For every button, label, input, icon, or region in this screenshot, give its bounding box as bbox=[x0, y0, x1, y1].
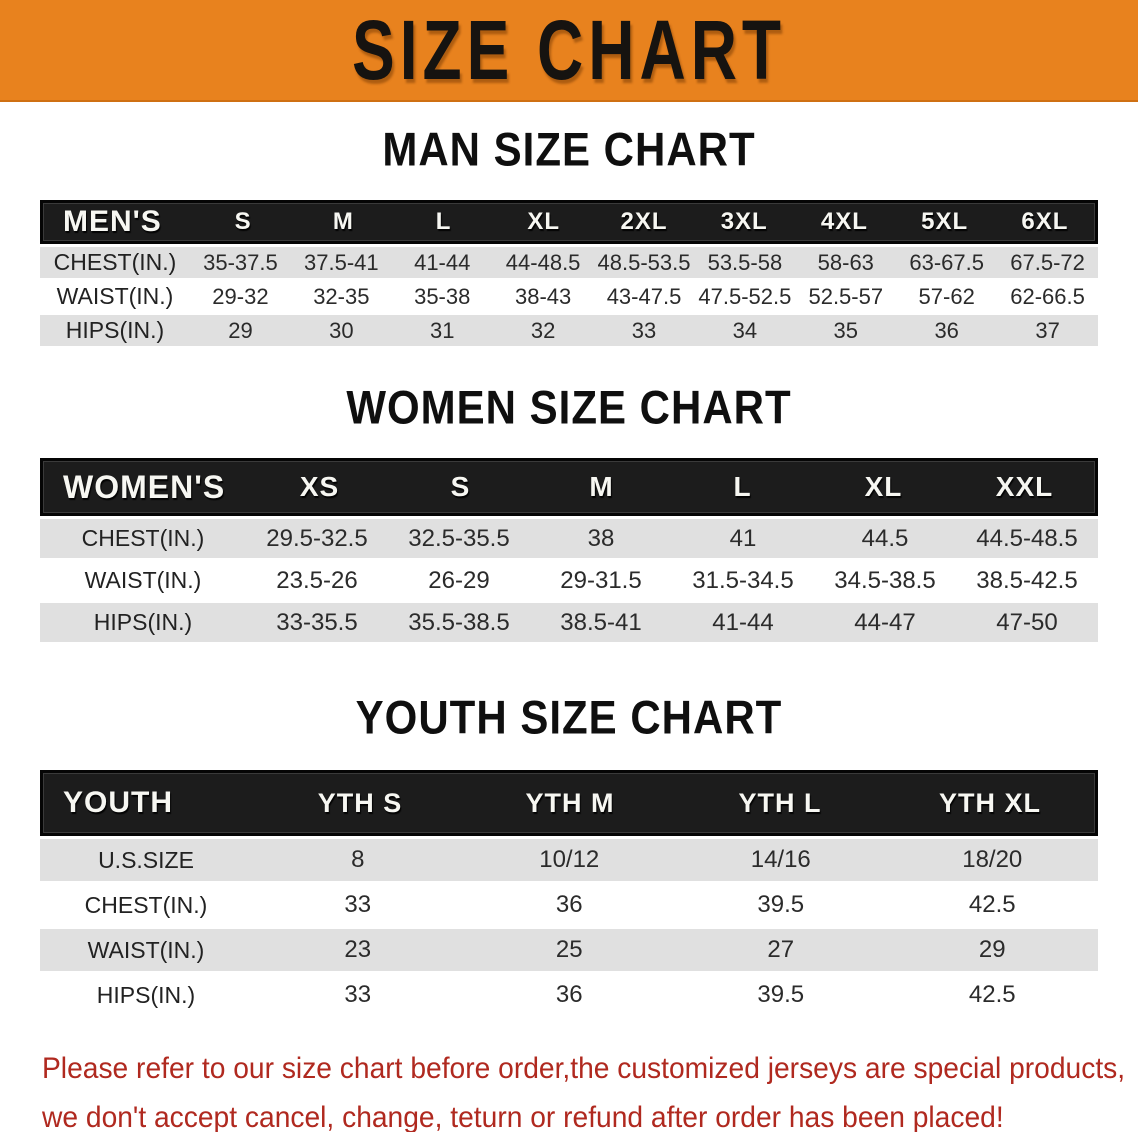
size-value-cell: 29-32 bbox=[212, 283, 269, 309]
table-row bbox=[40, 974, 1098, 1016]
size-column-header: XXL bbox=[995, 471, 1054, 502]
mens-size-table bbox=[40, 200, 1098, 346]
size-value-cell: 35-38 bbox=[414, 283, 471, 309]
size-value-cell: 37 bbox=[1035, 317, 1060, 343]
size-value-cell: 63-67.5 bbox=[909, 249, 984, 275]
size-value-cell: 32 bbox=[530, 317, 556, 343]
disclaimer-line-2: we don't accept cancel, change, teturn or refund after order has been placed! bbox=[42, 1101, 1004, 1132]
size-value-cell: 29 bbox=[978, 936, 1006, 963]
size-column-header: 4XL bbox=[820, 208, 868, 235]
size-value-cell: 32.5-35.5 bbox=[408, 524, 510, 552]
size-value-cell: 38.5-41 bbox=[560, 608, 642, 636]
size-chart-banner bbox=[0, 0, 1138, 102]
size-value-cell: 26-29 bbox=[428, 566, 490, 594]
size-value-cell: 47-50 bbox=[996, 608, 1058, 636]
womens-size-table bbox=[40, 458, 1098, 642]
size-value-cell: 47.5-52.5 bbox=[698, 283, 792, 309]
size-value-cell: 36 bbox=[555, 981, 583, 1008]
size-value-cell: 29 bbox=[228, 317, 253, 343]
size-column-header: M bbox=[332, 208, 354, 235]
row-label: CHEST(IN.) bbox=[84, 891, 208, 918]
size-value-cell: 23 bbox=[344, 936, 372, 963]
size-value-cell: 42.5 bbox=[968, 891, 1016, 918]
size-value-cell: 33 bbox=[631, 317, 657, 343]
size-value-cell: 34 bbox=[732, 317, 758, 343]
size-value-cell: 35 bbox=[833, 317, 859, 343]
size-value-cell: 44.5-48.5 bbox=[976, 524, 1078, 552]
size-value-cell: 37.5-41 bbox=[304, 249, 379, 275]
size-column-header: YTH S bbox=[317, 787, 403, 818]
youth-size-table bbox=[40, 770, 1098, 1016]
row-label: CHEST(IN.) bbox=[53, 249, 177, 275]
size-column-header: L bbox=[435, 208, 452, 235]
size-value-cell: 41-44 bbox=[414, 249, 471, 275]
row-label: HIPS(IN.) bbox=[65, 317, 165, 343]
size-value-cell: 35-37.5 bbox=[203, 249, 278, 275]
row-label: CHEST(IN.) bbox=[81, 525, 205, 551]
table-row bbox=[40, 884, 1098, 926]
row-label: WAIST(IN.) bbox=[56, 283, 174, 309]
row-label: HIPS(IN.) bbox=[96, 981, 196, 1008]
table-category-header: WOMEN'S bbox=[63, 468, 226, 505]
size-value-cell: 18/20 bbox=[962, 846, 1023, 873]
size-value-cell: 62-66.5 bbox=[1010, 283, 1085, 309]
table-row bbox=[40, 247, 1098, 278]
size-value-cell: 33-35.5 bbox=[276, 608, 358, 636]
size-value-cell: 31 bbox=[429, 317, 455, 343]
size-value-cell: 38 bbox=[587, 524, 615, 552]
size-column-header: YTH L bbox=[738, 787, 822, 818]
women-size-chart-heading: WOMEN SIZE CHART bbox=[346, 381, 792, 434]
size-value-cell: 34.5-38.5 bbox=[834, 566, 936, 594]
table-row bbox=[40, 839, 1098, 881]
row-label: HIPS(IN.) bbox=[93, 609, 193, 635]
size-value-cell: 58-63 bbox=[817, 249, 874, 275]
size-value-cell: 52.5-57 bbox=[808, 283, 884, 309]
table-row bbox=[40, 603, 1098, 642]
size-value-cell: 23.5-26 bbox=[276, 566, 358, 594]
size-value-cell: 29.5-32.5 bbox=[266, 524, 368, 552]
size-column-header: S bbox=[450, 471, 471, 502]
size-value-cell: 48.5-53.5 bbox=[597, 249, 691, 275]
disclaimer-text bbox=[42, 1044, 1138, 1132]
size-value-cell: 32-35 bbox=[313, 283, 370, 309]
size-column-header: XL bbox=[864, 471, 903, 502]
size-column-header: M bbox=[589, 471, 614, 502]
size-column-header: YTH XL bbox=[938, 787, 1041, 818]
size-value-cell: 67.5-72 bbox=[1010, 249, 1085, 275]
size-value-cell: 10/12 bbox=[539, 846, 600, 873]
banner-title: SIZE CHART bbox=[352, 2, 786, 98]
table-row bbox=[40, 561, 1098, 600]
size-column-header: 6XL bbox=[1021, 208, 1069, 235]
size-column-header: YTH M bbox=[525, 787, 615, 818]
table-category-header: MEN'S bbox=[63, 205, 162, 238]
size-value-cell: 41-44 bbox=[712, 608, 774, 636]
man-size-chart-heading: MAN SIZE CHART bbox=[382, 123, 756, 176]
size-value-cell: 42.5 bbox=[968, 981, 1016, 1008]
size-value-cell: 44-48.5 bbox=[505, 249, 581, 275]
table-category-header: YOUTH bbox=[63, 786, 173, 819]
table-row bbox=[40, 281, 1098, 312]
size-value-cell: 43-47.5 bbox=[606, 283, 682, 309]
size-value-cell: 33 bbox=[344, 891, 372, 918]
disclaimer-line-1: Please refer to our size chart before order,the customized jerseys are special products, bbox=[42, 1052, 1126, 1085]
size-value-cell: 8 bbox=[351, 846, 365, 873]
size-value-cell: 38-43 bbox=[514, 283, 572, 309]
womens-table-header-row bbox=[40, 458, 1098, 516]
size-column-header: 2XL bbox=[620, 208, 668, 235]
size-value-cell: 33 bbox=[344, 981, 372, 1008]
size-value-cell: 38.5-42.5 bbox=[976, 566, 1078, 594]
size-value-cell: 57-62 bbox=[918, 283, 975, 309]
size-column-header: 5XL bbox=[921, 208, 969, 235]
size-column-header: S bbox=[234, 208, 252, 235]
table-row bbox=[40, 519, 1098, 558]
size-column-header: 3XL bbox=[720, 208, 768, 235]
size-value-cell: 36 bbox=[555, 891, 583, 918]
size-column-header: XS bbox=[299, 471, 340, 502]
youth-table-header-row bbox=[40, 770, 1098, 836]
size-column-header: XL bbox=[527, 208, 561, 235]
size-value-cell: 27 bbox=[767, 936, 795, 963]
size-value-cell: 35.5-38.5 bbox=[408, 608, 510, 636]
mens-table-header-row bbox=[40, 200, 1098, 244]
row-label: WAIST(IN.) bbox=[84, 567, 202, 593]
row-label: WAIST(IN.) bbox=[87, 936, 205, 963]
size-value-cell: 39.5 bbox=[757, 981, 805, 1008]
size-column-header: L bbox=[733, 471, 752, 502]
size-value-cell: 36 bbox=[934, 317, 959, 343]
size-value-cell: 30 bbox=[329, 317, 354, 343]
size-value-cell: 25 bbox=[555, 936, 583, 963]
size-value-cell: 44-47 bbox=[854, 608, 916, 636]
table-row bbox=[40, 315, 1098, 346]
size-value-cell: 39.5 bbox=[757, 891, 805, 918]
size-value-cell: 41 bbox=[729, 524, 757, 552]
size-value-cell: 31.5-34.5 bbox=[692, 566, 794, 594]
table-row bbox=[40, 929, 1098, 971]
youth-size-chart-heading: YOUTH SIZE CHART bbox=[355, 691, 783, 744]
size-value-cell: 29-31.5 bbox=[560, 566, 642, 594]
size-value-cell: 14/16 bbox=[750, 846, 811, 873]
row-label: U.S.SIZE bbox=[98, 846, 194, 873]
size-value-cell: 53.5-58 bbox=[707, 249, 783, 275]
size-value-cell: 44.5 bbox=[861, 524, 909, 552]
